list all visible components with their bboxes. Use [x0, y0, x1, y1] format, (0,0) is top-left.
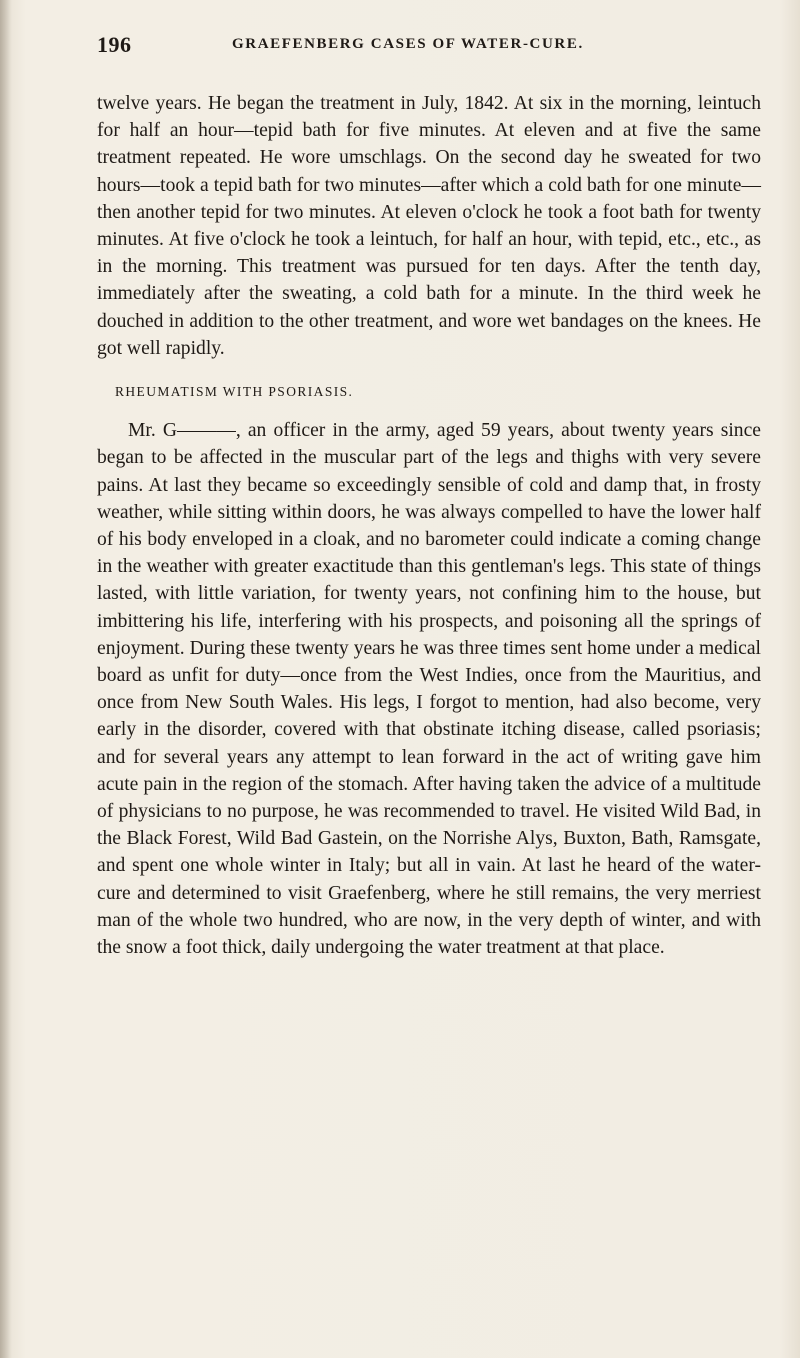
- section-heading: RHEUMATISM WITH PSORIASIS.: [115, 384, 354, 400]
- continued-paragraph: twelve years. He began the treatment in July, 1842. At six in the morning, leintuch for half an hour—tepid bath for five minutes. At eleven and at five the same treatment repeated. He wore umschlags. On the second day he sweated for two hours—took a tepid bath for two minutes—after which a cold bath for one minute—then another tepid for two minutes. At eleven o'clock he took a foot bath for twenty minutes. At five o'clock he took a leintuch, for half an hour, with tepid, etc., etc., as in the morning. This treatment was pursued for ten days. After the tenth day, immediately after the sweating, a cold bath for a minute. In the third week he douched in addition to the other treatment, and wore wet bandages on the knees. He got well rapidly.: [97, 93, 761, 359]
- binding-shadow: [0, 0, 12, 1358]
- case-paragraph: Mr. G———, an officer in the army, aged 59 years, about twenty years since began to be affected in the muscular part of the legs and thighs with very severe pains. At last they became so exceedingly sensible of cold and damp that, in frosty weather, while sitting within doors, he was always compelled to have the lower half of his body enveloped in a cloak, and no barometer could indicate a coming change in the weather with greater exactitude than this gentleman's legs. This state of things lasted, with little variation, for twenty years, not confining him to the house, but imbittering his life, interfering with his prospects, and poisoning all the springs of enjoyment. During these twenty years he was three times sent home under a medical board as unfit for duty—once from the West Indies, once from the Mauritius, and once from New South Wales. His legs, I forgot to mention, had also become, very early in the disorder, covered with that obstinate itching disease, called psoriasis; and for several years any attempt to lean forward in the act of writing gave him acute pain in the region of the stomach. After having taken the advice of a multitude of physicians to no purpose, he was recommended to travel. He visited Wild Bad, in the Black Forest, Wild Bad Gastein, on the Norrishe Alys, Buxton, Bath, Ramsgate, and spent one whole winter in Italy; but all in vain. At last he heard of the water-cure and determined to visit Graefenberg, where he still remains, the very merriest man of the whole two hundred, who are now, in the very depth of winter, and with the snow a foot thick, daily undergoing the water treatment at that place.: [97, 420, 761, 959]
- body-text: [97, 90, 761, 961]
- page-header: [97, 32, 737, 62]
- page-number: 196: [97, 32, 132, 57]
- running-head: GRAEFENBERG CASES OF WATER-CURE.: [232, 36, 584, 52]
